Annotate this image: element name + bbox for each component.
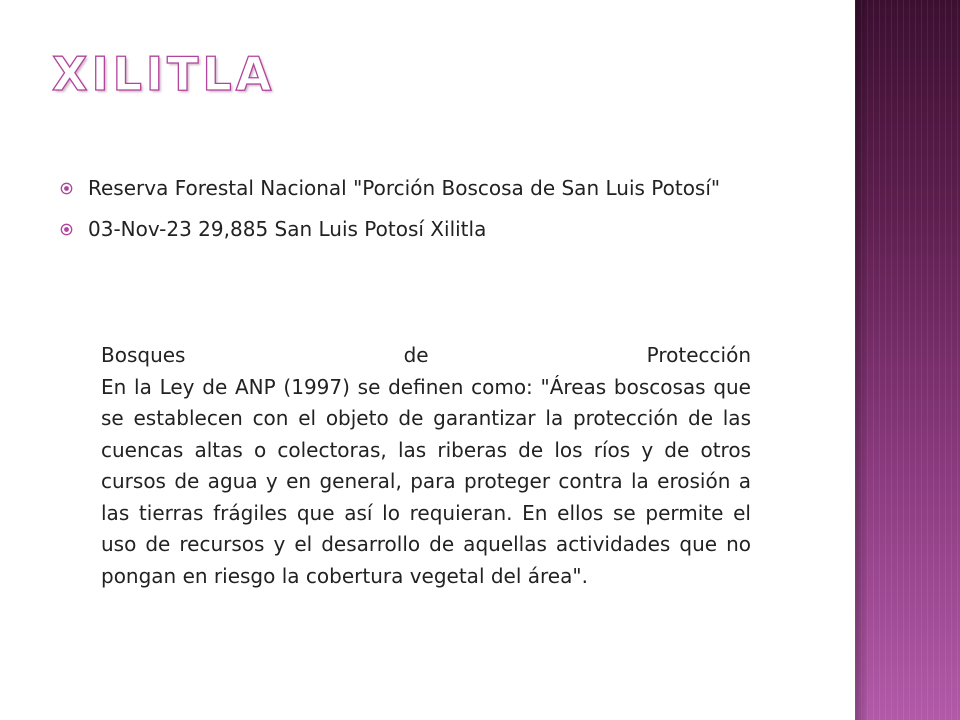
- paragraph-body: En la Ley de ANP (1997) se definen como: "Áreas boscosas que se establecen con el objeto de garantizar la protección de las cuencas altas o colectoras, las riberas de los ríos y de otros cursos de agua y en general, para proteger contra la erosión a las tierras frágiles que así lo requieran. En ellos se permite el uso de recursos y el desarrollo de aquellas actividades que no pongan en riesgo la cobertura vegetal del área".: [101, 374, 751, 588]
- band-shade: [855, 0, 869, 720]
- text-box: [101, 340, 751, 592]
- side-decoration-band: [855, 0, 960, 720]
- bullet-text: 03-Nov-23 29,885 San Luis Potosí Xilitla: [88, 217, 487, 241]
- circle-bullet-icon: [60, 182, 73, 195]
- bullet-list: [60, 174, 800, 256]
- slide-title: XILITLA: [52, 47, 276, 101]
- paragraph-heading: Bosques de Protección: [101, 343, 751, 367]
- bullet-item: [60, 215, 800, 244]
- circle-bullet-icon: [60, 223, 73, 236]
- bullet-item: [60, 174, 800, 203]
- band-stripes: [855, 0, 960, 720]
- bullet-text: Reserva Forestal Nacional "Porción Boscosa de San Luis Potosí": [88, 176, 721, 200]
